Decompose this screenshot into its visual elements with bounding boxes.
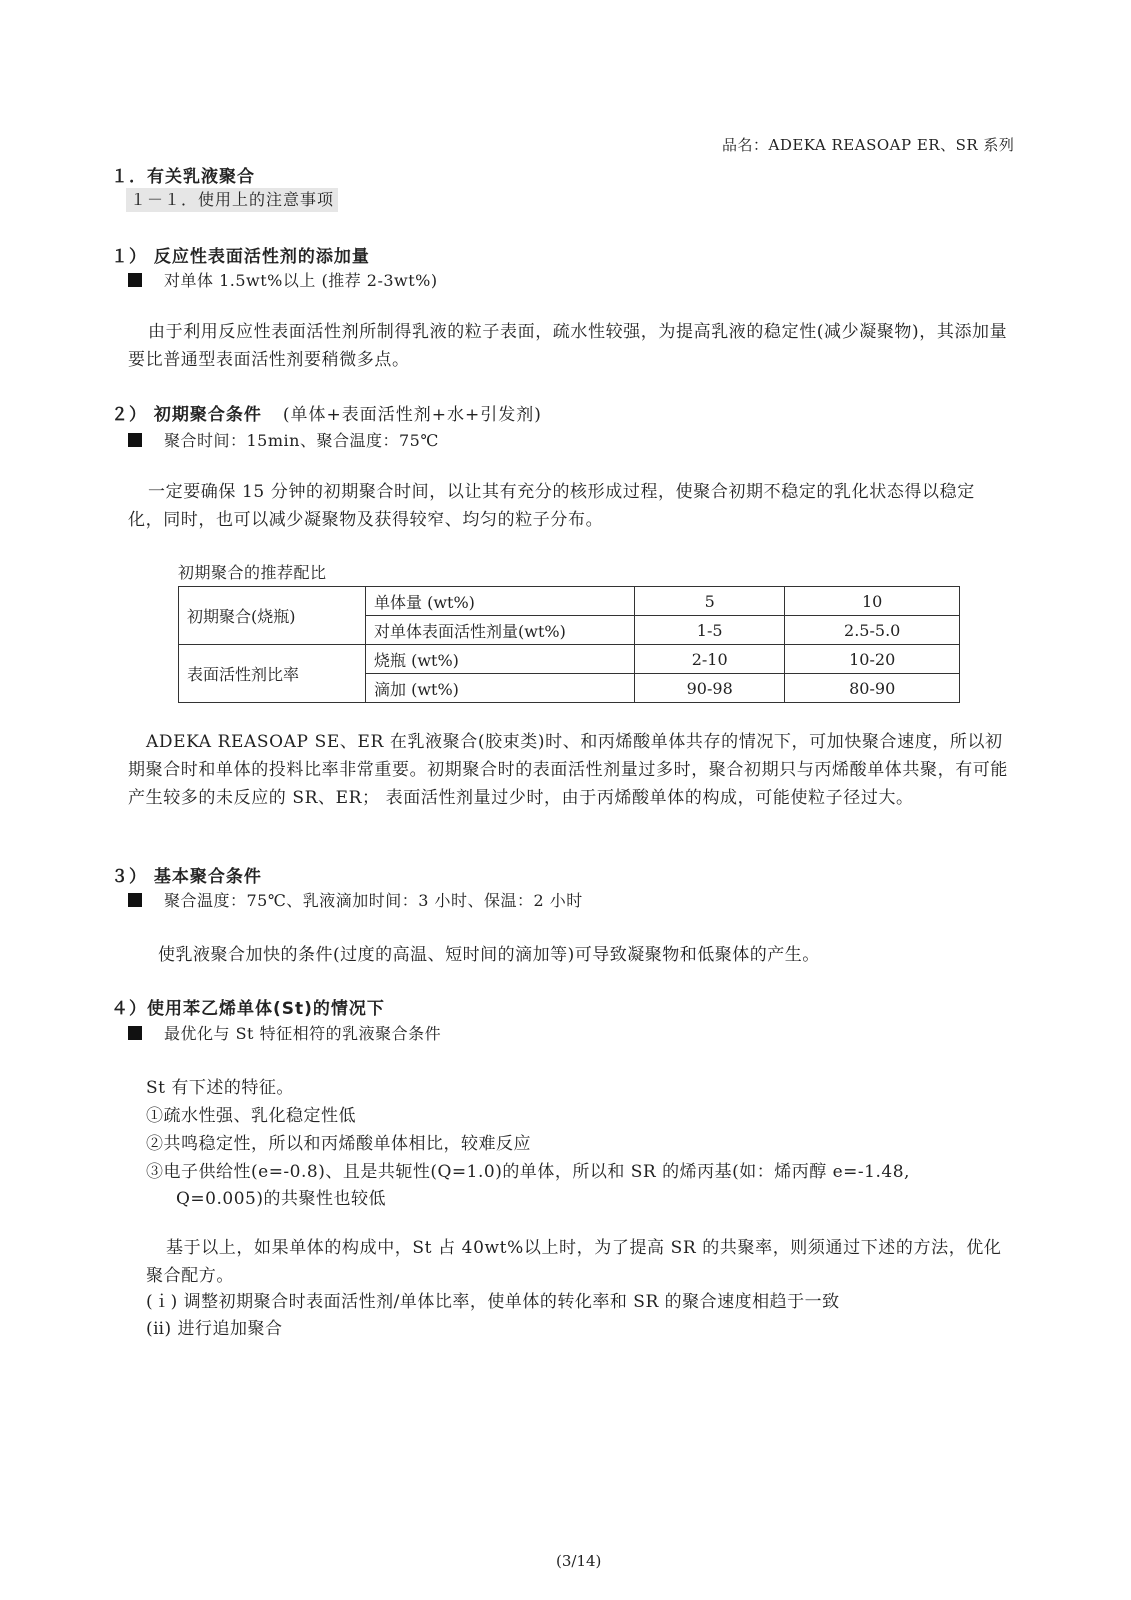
subsection-title: １－１．使用上的注意事项 [126, 188, 338, 212]
s2-heading [111, 400, 542, 425]
table-cell: 10 [785, 587, 960, 616]
s2-paragraph: 一定要确保 15 分钟的初期聚合时间，以让其有充分的核形成过程，使聚合初期不稳定的乳化状态得以稳定化，同时，也可以减少凝聚物及获得较窄、均匀的粒子分布。 [128, 482, 975, 530]
s4-feature-item: ②共鸣稳定性，所以和丙烯酸单体相比，较难反应 [146, 1134, 531, 1154]
table-row [179, 587, 960, 616]
bullet-square-icon [128, 1026, 142, 1040]
s2-heading-text: ２） 初期聚合条件 [111, 405, 262, 425]
s4-bullet [128, 1021, 441, 1044]
table-cell: 1-5 [635, 616, 785, 645]
s4-feature-item: ①疏水性强、乳化稳定性低 [146, 1106, 356, 1126]
table-group-label: 表面活性剂比率 [179, 645, 366, 703]
table-cell: 90-98 [635, 674, 785, 703]
section-title: １．有关乳液聚合 [111, 167, 255, 187]
s4-feature-item: ③电子供给性(e=-0.8)、且是共轭性(Q=1.0)的单体，所以和 SR 的烯丙基(如：烯丙醇 e=-1.48, [146, 1162, 910, 1182]
s2-bullet-text: 聚合时间：15min、聚合温度：75℃ [164, 431, 439, 450]
table-caption: 初期聚合的推荐配比 [178, 563, 327, 582]
product-header: 品名：ADEKA REASOAP ER、SR 系列 [722, 136, 1015, 154]
s2-bullet [128, 428, 439, 451]
bullet-square-icon [128, 433, 142, 447]
s1-paragraph: 由于利用反应性表面活性剂所制得乳液的粒子表面，疏水性较强，为提高乳液的稳定性(减少凝聚物)，其添加量要比普通型表面活性剂要稍微多点。 [128, 322, 1008, 370]
table-row-label: 对单体表面活性剂量(wt%) [366, 616, 635, 645]
s4-method-item: (ⅱ) 进行追加聚合 [146, 1319, 283, 1339]
ratio-table [178, 586, 960, 703]
table-row-label: 滴加 (wt%) [366, 674, 635, 703]
table-row [179, 645, 960, 674]
table-cell: 10-20 [785, 645, 960, 674]
table-row-label: 单体量 (wt%) [366, 587, 635, 616]
s4-method-item: (ｉ) 调整初期聚合时表面活性剂/单体比率，使单体的转化率和 SR 的聚合速度相趋于一致 [146, 1292, 840, 1312]
s3-paragraph: 使乳液聚合加快的条件(过度的高温、短时间的滴加等)可导致凝聚物和低聚体的产生。 [158, 945, 820, 965]
s3-bullet [128, 888, 583, 911]
s1-heading: １） 反应性表面活性剂的添加量 [111, 247, 370, 267]
table-group-label: 初期聚合(烧瓶) [179, 587, 366, 645]
s4-intro: St 有下述的特征。 [146, 1078, 294, 1098]
s2-paragraph-2: ADEKA REASOAP SE、ER 在乳液聚合(胶束类)时、和丙烯酸单体共存的情况下，可加快聚合速度，所以初期聚合时和单体的投料比率非常重要。初期聚合时的表面活性剂量过多时，聚合初期只与丙烯酸单体共聚，有可能产生较多的未反应的 SR、ER； 表面活性剂量过少时，由于丙烯酸单体的构成，可能使粒子径过大。 [128, 732, 1008, 808]
table-cell: 80-90 [785, 674, 960, 703]
s2-heading-note: (单体+表面活性剂+水+引发剂) [282, 405, 542, 425]
bullet-square-icon [128, 893, 142, 907]
s3-bullet-text: 聚合温度：75℃、乳液滴加时间：3 小时、保温：2 小时 [164, 891, 583, 910]
table-row-label: 烧瓶 (wt%) [366, 645, 635, 674]
s4-heading: ４）使用苯乙烯单体(St)的情况下 [111, 999, 385, 1019]
table-cell: 2-10 [635, 645, 785, 674]
s4-feature-item-cont: Q=0.005)的共聚性也较低 [176, 1189, 386, 1209]
table-cell: 5 [635, 587, 785, 616]
s1-bullet [128, 268, 438, 291]
table-cell: 2.5-5.0 [785, 616, 960, 645]
bullet-square-icon [128, 273, 142, 287]
page-number: (3/14) [556, 1552, 602, 1570]
s3-heading: ３） 基本聚合条件 [111, 867, 262, 887]
s4-bullet-text: 最优化与 St 特征相符的乳液聚合条件 [164, 1024, 442, 1043]
s4-paragraph: 基于以上，如果单体的构成中，St 占 40wt%以上时，为了提高 SR 的共聚率，则须通过下述的方法，优化聚合配方。 [146, 1238, 1002, 1286]
s1-bullet-text: 对单体 1.5wt%以上 (推荐 2-3wt%) [164, 271, 438, 290]
